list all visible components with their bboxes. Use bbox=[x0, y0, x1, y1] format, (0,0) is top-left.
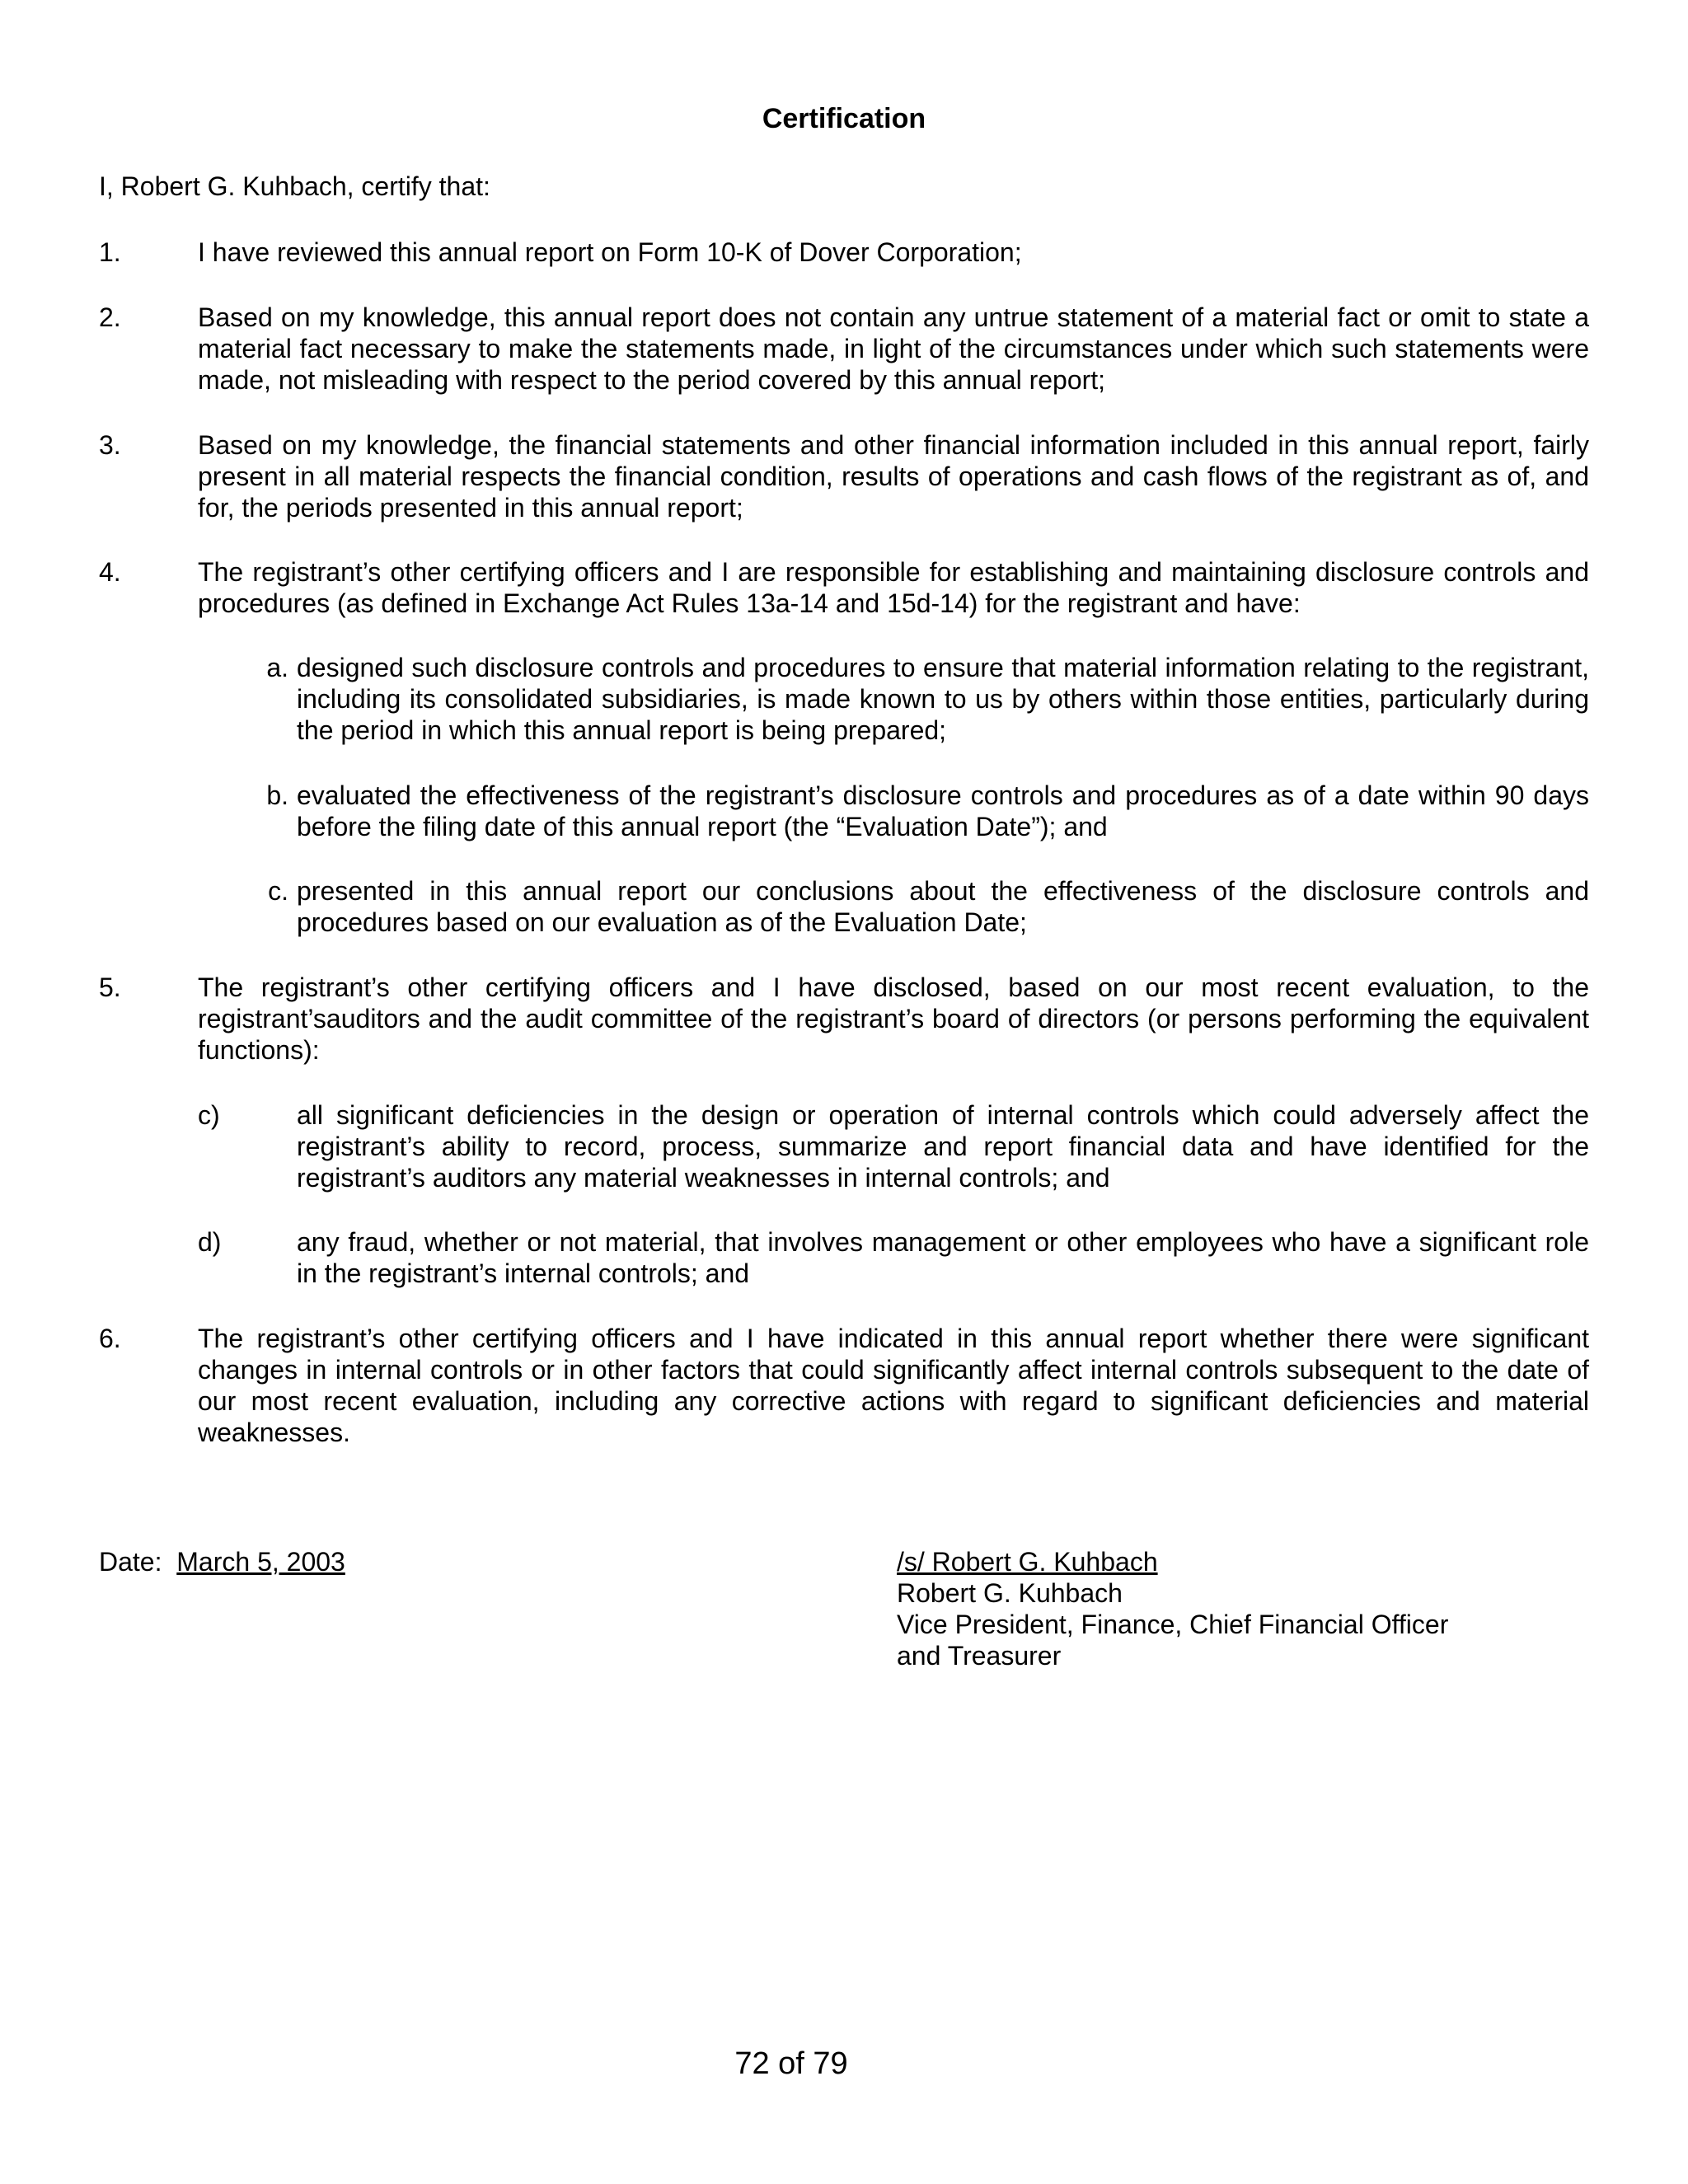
item-text: Based on my knowledge, this annual report does not contain any untrue statement of a material fact or omit to state a material fact necessary to make the statements made, in light of the circumstances under which such statements were made, not misleading with respect to the period covered by this annual report; bbox=[198, 302, 1589, 395]
sub-label: b. bbox=[266, 780, 288, 810]
date-label: Date: bbox=[99, 1547, 162, 1577]
item-4-sub-c bbox=[268, 875, 1589, 938]
sub-label: c. bbox=[268, 876, 288, 906]
item-number: 5. bbox=[99, 972, 121, 1002]
signer-title-line-1: Vice President, Finance, Chief Financial Officer bbox=[897, 1610, 1449, 1639]
item-5-sub-c bbox=[198, 1099, 1589, 1193]
item-2 bbox=[99, 302, 1589, 396]
item-text: Based on my knowledge, the financial statements and other financial information included in this annual report, fairly present in all material respects the financial condition, results of operations and cash flows of the registrant as of, and for, the periods presented in this annual report; bbox=[198, 430, 1589, 523]
signature-line: /s/ Robert G. Kuhbach bbox=[897, 1547, 1158, 1577]
item-5 bbox=[99, 972, 1589, 1066]
signer-title-line-2: and Treasurer bbox=[897, 1641, 1062, 1671]
sub-label: d) bbox=[198, 1227, 222, 1257]
item-text: The registrant’s other certifying officers and I have disclosed, based on our most recent evaluation, to the registrant’sauditors and the audit committee of the registrant’s board of directors (or persons performing the equivalent functions): bbox=[198, 972, 1589, 1065]
date-value: March 5, 2003 bbox=[176, 1547, 345, 1577]
item-6 bbox=[99, 1323, 1589, 1448]
item-number: 1. bbox=[99, 237, 121, 267]
sub-text: any fraud, whether or not material, that involves management or other employees who have a significant role in the registrant’s internal controls; and bbox=[297, 1227, 1589, 1288]
sub-text: all significant deficiencies in the design or operation of internal controls which could adversely affect the registrant’s ability to record, process, summarize and report financial data and have identified for the registrant’s auditors any material weaknesses in internal controls; and bbox=[297, 1100, 1589, 1193]
item-text: The registrant’s other certifying officers and I have indicated in this annual report whether there were significant changes in internal controls or in other factors that could significantly affect internal controls subsequent to the date of our most recent evaluation, including any corrective actions with regard to significant deficiencies and material weaknesses. bbox=[198, 1324, 1589, 1447]
item-4-sub-b bbox=[266, 780, 1589, 842]
item-number: 4. bbox=[99, 557, 121, 587]
item-3 bbox=[99, 429, 1589, 523]
item-4-sub-a bbox=[266, 652, 1589, 746]
item-5-sub-d bbox=[198, 1226, 1589, 1289]
item-number: 2. bbox=[99, 302, 121, 332]
page-title: Certification bbox=[762, 103, 926, 134]
sub-text: designed such disclosure controls and procedures to ensure that material information relating to the registrant, including its consolidated subsidiaries, is made known to us by others within those entities, particularly during the period in which this annual report is being prepared; bbox=[297, 653, 1589, 745]
item-number: 3. bbox=[99, 430, 121, 460]
date-block bbox=[99, 1546, 345, 1577]
sub-text: evaluated the effectiveness of the registrant’s disclosure controls and procedures as of a date within 90 days before the filing date of this annual report (the “Evaluation Date”); and bbox=[297, 780, 1589, 841]
signer-name: Robert G. Kuhbach bbox=[897, 1578, 1123, 1608]
item-1 bbox=[99, 237, 1589, 268]
item-4 bbox=[99, 556, 1589, 619]
item-text: I have reviewed this annual report on Form 10-K of Dover Corporation; bbox=[198, 237, 1022, 267]
sub-label: a. bbox=[266, 653, 288, 682]
sub-text: presented in this annual report our conclusions about the effectiveness of the disclosure controls and procedures based on our evaluation as of the Evaluation Date; bbox=[297, 876, 1589, 937]
page-number: 72 of 79 bbox=[734, 2046, 848, 2081]
item-number: 6. bbox=[99, 1324, 121, 1353]
item-text: The registrant’s other certifying officers and I are responsible for establishing and maintaining disclosure controls and procedures (as defined in Exchange Act Rules 13a-14 and 15d-14) for the registrant and have: bbox=[198, 557, 1589, 618]
intro-statement: I, Robert G. Kuhbach, certify that: bbox=[99, 171, 490, 201]
sub-label: c) bbox=[198, 1100, 220, 1130]
signature-block bbox=[897, 1546, 1448, 1671]
